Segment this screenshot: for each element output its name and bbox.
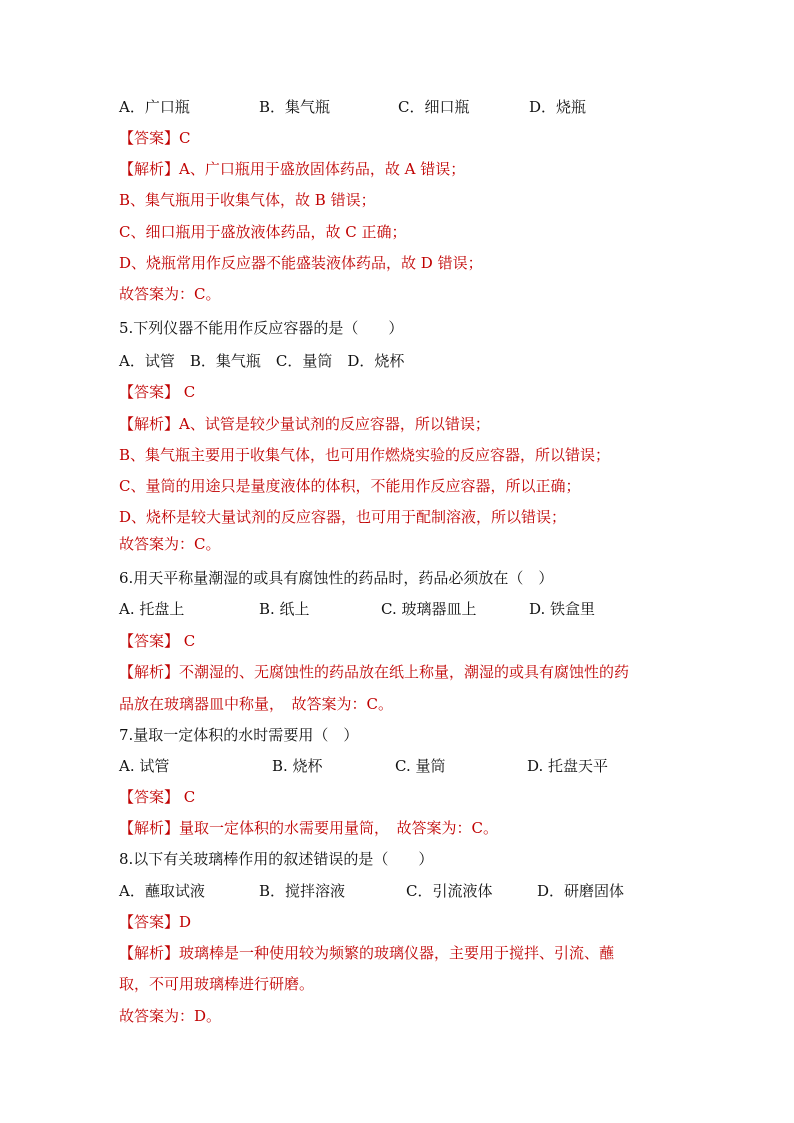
q7-question: 7.量取一定体积的水时需要用（ ） [119,726,359,744]
analysis-label: 【解析】 [119,944,180,962]
q8-option-c: C．引流液体 [406,882,493,900]
q8-question: 8.以下有关玻璃棒作用的叙述错误的是（ ） [119,850,434,868]
q8-analysis-line-1: 【解析】玻璃棒是一种使用较为频繁的玻璃仪器，主要用于搅拌、引流、蘸 [119,944,615,962]
q6-option-a: A. 托盘上 [119,600,185,618]
q8-analysis-line-3: 故答案为：D。 [119,1007,222,1025]
q8-option-b: B．搅拌溶液 [259,882,346,900]
q6-analysis-line-2: 品放在玻璃器皿中称量， 故答案为：C。 [119,695,393,713]
answer-label: 【答案】 [119,913,180,931]
answer-value: C [179,129,191,147]
q5-options: A．试管 B．集气瓶 C．量筒 D．烧杯 [119,352,405,370]
answer-value: D [179,913,192,931]
q4-analysis-line-5: 故答案为：C。 [119,285,221,303]
analysis-label: 【解析】 [119,663,180,681]
answer-label: 【答案】 [119,129,180,147]
answer-value: C [179,383,196,401]
q8-option-a: A．蘸取试液 [119,882,205,900]
analysis-label: 【解析】 [119,415,180,433]
q4-analysis-line-1: 【解析】A、广口瓶用于盛放固体药品，故 A 错误； [119,160,466,178]
q6-analysis-line-1: 【解析】不潮湿的、无腐蚀性的药品放在纸上称量，潮湿的或具有腐蚀性的药 [119,663,630,681]
q7-option-a: A. 试管 [119,757,170,775]
q8-analysis-line-2: 取，不可用玻璃棒进行研磨。 [119,975,315,993]
q4-option-c: C．细口瓶 [398,98,470,116]
q4-answer [119,128,191,148]
answer-value: C [179,632,196,650]
q7-option-d: D. 托盘天平 [527,757,609,775]
q5-analysis-line-5: 故答案为：C。 [119,535,221,553]
q6-option-d: D. 铁盒里 [529,600,596,618]
q6-question: 6.用天平称量潮湿的或具有腐蚀性的药品时，药品必须放在（ ） [119,569,554,587]
analysis-label: 【解析】 [119,160,180,178]
answer-label: 【答案】 [119,788,180,806]
q4-option-b: B．集气瓶 [259,98,331,116]
answer-label: 【答案】 [119,632,180,650]
q5-analysis-line-1: 【解析】A、试管是较少量试剂的反应容器，所以错误； [119,415,490,433]
answer-value: C [179,788,196,806]
q5-answer [119,382,195,402]
q5-analysis-line-4: D、烧杯是较大量试剂的反应容器，也可用于配制溶液，所以错误； [119,508,567,526]
q4-analysis-line-3: C、细口瓶用于盛放液体药品，故 C 正确； [119,223,407,241]
analysis-label: 【解析】 [119,819,180,837]
q4-option-a: A．广口瓶 [119,98,190,116]
q7-answer [119,787,195,807]
q4-analysis-line-4: D、烧瓶常用作反应器不能盛装液体药品，故 D 错误； [119,254,483,272]
q8-option-d: D．研磨固体 [537,882,625,900]
q5-analysis-line-2: B、集气瓶主要用于收集气体，也可用作燃烧实验的反应容器，所以错误； [119,446,611,464]
q7-option-c: C. 量筒 [395,757,446,775]
q4-option-d: D．烧瓶 [529,98,587,116]
q5-question: 5.下列仪器不能用作反应容器的是（ ） [119,319,404,337]
q7-analysis-line-1: 【解析】量取一定体积的水需要用量筒， 故答案为：C。 [119,819,498,837]
q5-analysis-line-3: C、量筒的用途只是量度液体的体积，不能用作反应容器，所以正确； [119,477,581,495]
q7-option-b: B. 烧杯 [272,757,323,775]
q8-answer [119,912,191,932]
answer-label: 【答案】 [119,383,180,401]
q4-analysis-line-2: B、集气瓶用于收集气体，故 B 错误； [119,191,376,209]
q6-option-c: C. 玻璃器皿上 [381,600,477,618]
q6-option-b: B. 纸上 [259,600,310,618]
q6-answer [119,631,195,651]
